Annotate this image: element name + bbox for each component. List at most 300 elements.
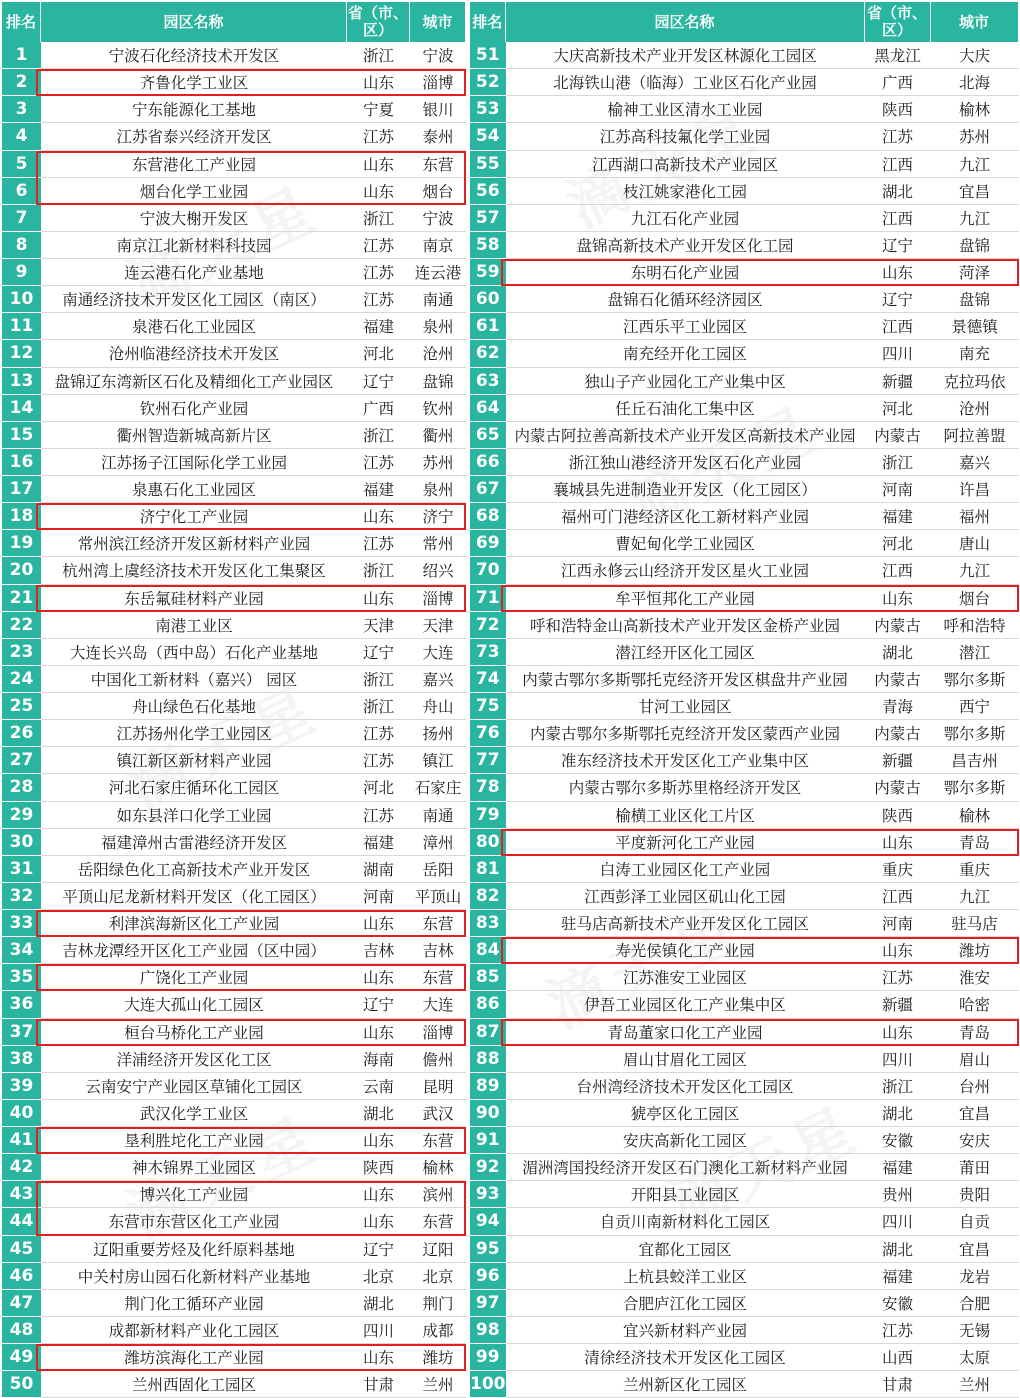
province-cell: 浙江 bbox=[347, 557, 410, 584]
rank-cell: 51 bbox=[470, 42, 506, 69]
table-row bbox=[2, 829, 466, 856]
name-cell: 上杭县蛟洋工业区 bbox=[506, 1263, 865, 1290]
table-row bbox=[2, 802, 466, 829]
city-cell: 儋州 bbox=[410, 1046, 466, 1073]
table-row bbox=[2, 1181, 466, 1208]
province-cell: 陕西 bbox=[865, 96, 931, 123]
province-cell: 山东 bbox=[865, 1019, 931, 1046]
province-cell: 江西 bbox=[865, 313, 931, 340]
city-cell: 贵阳 bbox=[931, 1181, 1019, 1208]
rank-cell: 32 bbox=[2, 883, 41, 910]
name-cell: 东营港化工产业园 bbox=[41, 151, 347, 178]
rank-cell: 55 bbox=[470, 151, 506, 178]
province-cell: 山东 bbox=[347, 1019, 410, 1046]
rank-cell: 54 bbox=[470, 123, 506, 150]
table-row bbox=[470, 340, 1019, 367]
province-cell: 湖北 bbox=[865, 178, 931, 205]
city-cell: 菏泽 bbox=[931, 259, 1019, 286]
rank-cell: 16 bbox=[2, 449, 41, 476]
city-cell: 济宁 bbox=[410, 503, 466, 530]
name-cell: 盘锦辽东湾新区石化及精细化工产业园区 bbox=[41, 368, 347, 395]
table-row bbox=[470, 1100, 1019, 1127]
table-row bbox=[2, 340, 466, 367]
city-cell: 唐山 bbox=[931, 530, 1019, 557]
province-cell: 湖北 bbox=[865, 639, 931, 666]
city-cell: 东营 bbox=[410, 151, 466, 178]
table-row bbox=[2, 720, 466, 747]
province-cell: 江苏 bbox=[347, 530, 410, 557]
name-cell: 平度新河化工产业园 bbox=[506, 829, 865, 856]
table-row bbox=[470, 1019, 1019, 1046]
name-cell: 大连大孤山化工园区 bbox=[41, 991, 347, 1018]
city-cell: 太原 bbox=[931, 1344, 1019, 1371]
city-cell: 镇江 bbox=[410, 747, 466, 774]
city-cell: 泉州 bbox=[410, 476, 466, 503]
city-cell: 东营 bbox=[410, 910, 466, 937]
name-cell: 常州滨江经济开发区新材料产业园 bbox=[41, 530, 347, 557]
rank-cell: 67 bbox=[470, 476, 506, 503]
table-row bbox=[470, 1181, 1019, 1208]
province-cell: 辽宁 bbox=[347, 368, 410, 395]
province-cell: 山东 bbox=[347, 585, 410, 612]
name-cell: 云南安宁产业园区草铺化工园区 bbox=[41, 1073, 347, 1100]
province-cell: 河北 bbox=[347, 340, 410, 367]
table-row bbox=[470, 964, 1019, 991]
province-cell: 浙江 bbox=[347, 42, 410, 69]
province-cell: 山东 bbox=[865, 259, 931, 286]
city-cell: 昆明 bbox=[410, 1073, 466, 1100]
name-cell: 潜江经开区化工园区 bbox=[506, 639, 865, 666]
table-row bbox=[2, 856, 466, 883]
table-row bbox=[470, 259, 1019, 286]
rank-cell: 99 bbox=[470, 1344, 506, 1371]
rank-cell: 92 bbox=[470, 1154, 506, 1181]
rank-cell: 38 bbox=[2, 1046, 41, 1073]
table-row bbox=[470, 802, 1019, 829]
name-cell: 湄洲湾国投经济开发区石门澳化工新材料产业园 bbox=[506, 1154, 865, 1181]
city-cell: 无锡 bbox=[931, 1317, 1019, 1344]
name-cell: 九江石化产业园 bbox=[506, 205, 865, 232]
rank-cell: 13 bbox=[2, 368, 41, 395]
name-cell: 江苏扬州化学工业园区 bbox=[41, 720, 347, 747]
city-cell: 九江 bbox=[931, 557, 1019, 584]
name-cell: 武汉化学工业区 bbox=[41, 1100, 347, 1127]
table-row bbox=[2, 1208, 466, 1235]
table-row bbox=[470, 503, 1019, 530]
province-cell: 河南 bbox=[865, 910, 931, 937]
city-cell: 淮安 bbox=[931, 964, 1019, 991]
name-cell: 内蒙古鄂尔多斯鄂托克经济开发区棋盘井产业园 bbox=[506, 666, 865, 693]
rank-cell: 14 bbox=[2, 395, 41, 422]
province-cell: 山东 bbox=[865, 829, 931, 856]
name-cell: 自贡川南新材料化工园区 bbox=[506, 1208, 865, 1235]
rank-cell: 37 bbox=[2, 1019, 41, 1046]
rank-cell: 65 bbox=[470, 422, 506, 449]
ranking-table-left bbox=[2, 2, 466, 1398]
rank-cell: 8 bbox=[2, 232, 41, 259]
province-cell: 陕西 bbox=[865, 802, 931, 829]
rank-cell: 43 bbox=[2, 1181, 41, 1208]
rank-cell: 21 bbox=[2, 585, 41, 612]
rank-cell: 19 bbox=[2, 530, 41, 557]
province-cell: 江苏 bbox=[347, 232, 410, 259]
header-name: 园区名称 bbox=[41, 2, 347, 42]
name-cell: 呼和浩特金山高新技术产业开发区金桥产业园 bbox=[506, 612, 865, 639]
name-cell: 江苏省泰兴经济开发区 bbox=[41, 123, 347, 150]
rank-cell: 57 bbox=[470, 205, 506, 232]
table-row bbox=[470, 178, 1019, 205]
name-cell: 兰州新区化工园区 bbox=[506, 1371, 865, 1398]
table-row bbox=[470, 639, 1019, 666]
province-cell: 安徽 bbox=[865, 1290, 931, 1317]
name-cell: 衢州智造新城高新片区 bbox=[41, 422, 347, 449]
name-cell: 岳阳绿色化工高新技术产业开发区 bbox=[41, 856, 347, 883]
rank-cell: 11 bbox=[2, 313, 41, 340]
table-row bbox=[2, 232, 466, 259]
table-body-right bbox=[470, 42, 1019, 1398]
name-cell: 江西湖口高新技术产业园区 bbox=[506, 151, 865, 178]
province-cell: 宁夏 bbox=[347, 96, 410, 123]
table-row bbox=[2, 639, 466, 666]
rank-cell: 61 bbox=[470, 313, 506, 340]
name-cell: 驻马店高新技术产业开发区化工园区 bbox=[506, 910, 865, 937]
name-cell: 盘锦石化循环经济园区 bbox=[506, 286, 865, 313]
city-cell: 漳州 bbox=[410, 829, 466, 856]
table-row bbox=[2, 991, 466, 1018]
rank-cell: 45 bbox=[2, 1236, 41, 1263]
city-cell: 苏州 bbox=[410, 449, 466, 476]
name-cell: 泉港石化工业园区 bbox=[41, 313, 347, 340]
province-cell: 湖北 bbox=[347, 1290, 410, 1317]
city-cell: 重庆 bbox=[931, 856, 1019, 883]
table-row bbox=[470, 1154, 1019, 1181]
rank-cell: 64 bbox=[470, 395, 506, 422]
rank-cell: 40 bbox=[2, 1100, 41, 1127]
city-cell: 九江 bbox=[931, 883, 1019, 910]
name-cell: 准东经济技术开发区化工产业集中区 bbox=[506, 747, 865, 774]
city-cell: 鄂尔多斯 bbox=[931, 774, 1019, 801]
city-cell: 东营 bbox=[410, 1208, 466, 1235]
table-row bbox=[470, 720, 1019, 747]
province-cell: 山东 bbox=[347, 910, 410, 937]
rank-cell: 20 bbox=[2, 557, 41, 584]
rank-cell: 52 bbox=[470, 69, 506, 96]
table-row bbox=[470, 856, 1019, 883]
table-row bbox=[470, 612, 1019, 639]
rank-cell: 23 bbox=[2, 639, 41, 666]
rank-cell: 75 bbox=[470, 693, 506, 720]
rank-cell: 39 bbox=[2, 1073, 41, 1100]
city-cell: 眉山 bbox=[931, 1046, 1019, 1073]
province-cell: 陕西 bbox=[347, 1154, 410, 1181]
rank-cell: 36 bbox=[2, 991, 41, 1018]
name-cell: 兰州西固化工园区 bbox=[41, 1371, 347, 1398]
table-row bbox=[2, 774, 466, 801]
province-cell: 浙江 bbox=[347, 693, 410, 720]
header-rank: 排名 bbox=[2, 2, 41, 42]
table-row bbox=[470, 937, 1019, 964]
city-cell: 自贡 bbox=[931, 1208, 1019, 1235]
city-cell: 安庆 bbox=[931, 1127, 1019, 1154]
province-cell: 山东 bbox=[347, 1127, 410, 1154]
city-cell: 扬州 bbox=[410, 720, 466, 747]
name-cell: 寿光侯镇化工产业园 bbox=[506, 937, 865, 964]
table-row bbox=[470, 1073, 1019, 1100]
rank-cell: 17 bbox=[2, 476, 41, 503]
province-cell: 江苏 bbox=[347, 286, 410, 313]
table-row bbox=[470, 1236, 1019, 1263]
table-row bbox=[470, 693, 1019, 720]
city-cell: 宜昌 bbox=[931, 1236, 1019, 1263]
city-cell: 烟台 bbox=[931, 585, 1019, 612]
province-cell: 福建 bbox=[865, 1263, 931, 1290]
rank-cell: 73 bbox=[470, 639, 506, 666]
rank-cell: 27 bbox=[2, 747, 41, 774]
city-cell: 青岛 bbox=[931, 1019, 1019, 1046]
name-cell: 东岳氟硅材料产业园 bbox=[41, 585, 347, 612]
table-header bbox=[2, 2, 466, 42]
province-cell: 山东 bbox=[347, 1181, 410, 1208]
table-row bbox=[2, 883, 466, 910]
table-row bbox=[470, 883, 1019, 910]
city-cell: 鄂尔多斯 bbox=[931, 666, 1019, 693]
city-cell: 青岛 bbox=[931, 829, 1019, 856]
table-row bbox=[2, 910, 466, 937]
city-cell: 潍坊 bbox=[410, 1344, 466, 1371]
name-cell: 甘河工业园区 bbox=[506, 693, 865, 720]
city-cell: 九江 bbox=[931, 205, 1019, 232]
table-row bbox=[2, 96, 466, 123]
name-cell: 内蒙古鄂尔多斯鄂托克经济开发区蒙西产业园 bbox=[506, 720, 865, 747]
rank-cell: 9 bbox=[2, 259, 41, 286]
name-cell: 中国化工新材料（嘉兴） 园区 bbox=[41, 666, 347, 693]
rank-cell: 89 bbox=[470, 1073, 506, 1100]
name-cell: 伊吾工业园区化工产业集中区 bbox=[506, 991, 865, 1018]
province-cell: 湖北 bbox=[865, 1236, 931, 1263]
name-cell: 宜都化工园区 bbox=[506, 1236, 865, 1263]
city-cell: 许昌 bbox=[931, 476, 1019, 503]
name-cell: 利津滨海新区化工产业园 bbox=[41, 910, 347, 937]
name-cell: 镇江新区新材料产业园 bbox=[41, 747, 347, 774]
city-cell: 成都 bbox=[410, 1317, 466, 1344]
rank-cell: 60 bbox=[470, 286, 506, 313]
province-cell: 新疆 bbox=[865, 991, 931, 1018]
rank-cell: 18 bbox=[2, 503, 41, 530]
table-row bbox=[470, 69, 1019, 96]
table-row bbox=[2, 123, 466, 150]
rank-cell: 71 bbox=[470, 585, 506, 612]
province-cell: 山东 bbox=[347, 151, 410, 178]
name-cell: 大庆高新技术产业开发区林源化工园区 bbox=[506, 42, 865, 69]
name-cell: 内蒙古阿拉善高新技术产业开发区高新技术产业园 bbox=[506, 422, 865, 449]
city-cell: 盘锦 bbox=[931, 232, 1019, 259]
province-cell: 湖南 bbox=[347, 856, 410, 883]
table-row bbox=[470, 1127, 1019, 1154]
province-cell: 重庆 bbox=[865, 856, 931, 883]
city-cell: 大连 bbox=[410, 991, 466, 1018]
name-cell: 南港工业区 bbox=[41, 612, 347, 639]
table-row bbox=[2, 368, 466, 395]
province-cell: 四川 bbox=[347, 1317, 410, 1344]
rank-cell: 47 bbox=[2, 1290, 41, 1317]
name-cell: 江西永修云山经济开发区星火工业园 bbox=[506, 557, 865, 584]
city-cell: 泰州 bbox=[410, 123, 466, 150]
province-cell: 山东 bbox=[347, 69, 410, 96]
rank-cell: 87 bbox=[470, 1019, 506, 1046]
city-cell: 舟山 bbox=[410, 693, 466, 720]
table-row bbox=[470, 1371, 1019, 1398]
province-cell: 江西 bbox=[865, 557, 931, 584]
city-cell: 天津 bbox=[410, 612, 466, 639]
province-cell: 湖北 bbox=[865, 1100, 931, 1127]
city-cell: 西宁 bbox=[931, 693, 1019, 720]
table-row bbox=[470, 368, 1019, 395]
table-row bbox=[2, 1371, 466, 1398]
header-city: 城市 bbox=[931, 2, 1019, 42]
name-cell: 如东县洋口化学工业园 bbox=[41, 802, 347, 829]
province-cell: 广西 bbox=[347, 395, 410, 422]
rank-cell: 94 bbox=[470, 1208, 506, 1235]
name-cell: 杭州湾上虞经济技术开发区化工集聚区 bbox=[41, 557, 347, 584]
rank-cell: 62 bbox=[470, 340, 506, 367]
name-cell: 青岛董家口化工产业园 bbox=[506, 1019, 865, 1046]
province-cell: 江苏 bbox=[347, 720, 410, 747]
rank-cell: 76 bbox=[470, 720, 506, 747]
table-row bbox=[2, 585, 466, 612]
table-row bbox=[2, 151, 466, 178]
table-row bbox=[2, 1127, 466, 1154]
city-cell: 南京 bbox=[410, 232, 466, 259]
table-row bbox=[470, 1344, 1019, 1371]
name-cell: 潍坊滨海化工产业园 bbox=[41, 1344, 347, 1371]
table-row bbox=[470, 1317, 1019, 1344]
table-row bbox=[2, 69, 466, 96]
city-cell: 武汉 bbox=[410, 1100, 466, 1127]
province-cell: 四川 bbox=[865, 1046, 931, 1073]
city-cell: 驻马店 bbox=[931, 910, 1019, 937]
name-cell: 江苏高科技氟化学工业园 bbox=[506, 123, 865, 150]
rank-cell: 96 bbox=[470, 1263, 506, 1290]
table-row bbox=[2, 1236, 466, 1263]
name-cell: 辽阳重要芳烃及化纤原料基地 bbox=[41, 1236, 347, 1263]
province-cell: 福建 bbox=[865, 1154, 931, 1181]
table-row bbox=[470, 1046, 1019, 1073]
name-cell: 襄城县先进制造业开发区（化工园区） bbox=[506, 476, 865, 503]
province-cell: 江西 bbox=[865, 151, 931, 178]
table-row bbox=[2, 42, 466, 69]
rank-cell: 6 bbox=[2, 178, 41, 205]
province-cell: 福建 bbox=[347, 829, 410, 856]
city-cell: 泉州 bbox=[410, 313, 466, 340]
rank-cell: 93 bbox=[470, 1181, 506, 1208]
name-cell: 曹妃甸化学工业园区 bbox=[506, 530, 865, 557]
table-row bbox=[470, 449, 1019, 476]
city-cell: 钦州 bbox=[410, 395, 466, 422]
city-cell: 吉林 bbox=[410, 937, 466, 964]
city-cell: 石家庄 bbox=[410, 774, 466, 801]
name-cell: 烟台化学工业园 bbox=[41, 178, 347, 205]
name-cell: 博兴化工产业园 bbox=[41, 1181, 347, 1208]
rank-cell: 68 bbox=[470, 503, 506, 530]
name-cell: 榆神工业区清水工业园 bbox=[506, 96, 865, 123]
table-row bbox=[470, 123, 1019, 150]
city-cell: 北京 bbox=[410, 1263, 466, 1290]
province-cell: 江苏 bbox=[347, 123, 410, 150]
name-cell: 舟山绿色石化基地 bbox=[41, 693, 347, 720]
province-cell: 河南 bbox=[865, 476, 931, 503]
table-row bbox=[470, 476, 1019, 503]
province-cell: 湖北 bbox=[347, 1100, 410, 1127]
province-cell: 江苏 bbox=[347, 259, 410, 286]
header-rank: 排名 bbox=[470, 2, 506, 42]
city-cell: 台州 bbox=[931, 1073, 1019, 1100]
rank-cell: 49 bbox=[2, 1344, 41, 1371]
name-cell: 任丘石油化工集中区 bbox=[506, 395, 865, 422]
city-cell: 盘锦 bbox=[410, 368, 466, 395]
table-row bbox=[470, 151, 1019, 178]
province-cell: 辽宁 bbox=[347, 639, 410, 666]
city-cell: 兰州 bbox=[931, 1371, 1019, 1398]
table-row bbox=[2, 286, 466, 313]
table-header bbox=[470, 2, 1019, 42]
province-cell: 山东 bbox=[347, 964, 410, 991]
province-cell: 辽宁 bbox=[865, 232, 931, 259]
name-cell: 浙江独山港经济开发区石化产业园 bbox=[506, 449, 865, 476]
rank-cell: 29 bbox=[2, 802, 41, 829]
name-cell: 安庆高新化工园区 bbox=[506, 1127, 865, 1154]
name-cell: 济宁化工产业园 bbox=[41, 503, 347, 530]
province-cell: 安徽 bbox=[865, 1127, 931, 1154]
name-cell: 江西彭泽工业园区矶山化工园 bbox=[506, 883, 865, 910]
province-cell: 内蒙古 bbox=[865, 720, 931, 747]
name-cell: 江苏扬子江国际化学工业园 bbox=[41, 449, 347, 476]
province-cell: 山东 bbox=[347, 178, 410, 205]
table-row bbox=[2, 612, 466, 639]
province-cell: 青海 bbox=[865, 693, 931, 720]
name-cell: 荆门化工循环产业园 bbox=[41, 1290, 347, 1317]
province-cell: 福建 bbox=[347, 313, 410, 340]
table-row bbox=[2, 476, 466, 503]
name-cell: 泉惠石化工业园区 bbox=[41, 476, 347, 503]
city-cell: 大庆 bbox=[931, 42, 1019, 69]
rank-cell: 70 bbox=[470, 557, 506, 584]
rank-cell: 72 bbox=[470, 612, 506, 639]
name-cell: 河北石家庄循环化工园区 bbox=[41, 774, 347, 801]
rank-cell: 4 bbox=[2, 123, 41, 150]
province-cell: 江苏 bbox=[347, 802, 410, 829]
province-cell: 山东 bbox=[347, 1208, 410, 1235]
name-cell: 开阳县工业园区 bbox=[506, 1181, 865, 1208]
city-cell: 荆门 bbox=[410, 1290, 466, 1317]
city-cell: 淄博 bbox=[410, 1019, 466, 1046]
province-cell: 广西 bbox=[865, 69, 931, 96]
rank-cell: 82 bbox=[470, 883, 506, 910]
name-cell: 白涛工业园区化工产业园 bbox=[506, 856, 865, 883]
name-cell: 南充经开化工园区 bbox=[506, 340, 865, 367]
rank-cell: 5 bbox=[2, 151, 41, 178]
table-row bbox=[470, 1208, 1019, 1235]
name-cell: 宁东能源化工基地 bbox=[41, 96, 347, 123]
table-row bbox=[2, 449, 466, 476]
rank-cell: 22 bbox=[2, 612, 41, 639]
rank-cell: 77 bbox=[470, 747, 506, 774]
table-row bbox=[2, 1019, 466, 1046]
province-cell: 山东 bbox=[347, 503, 410, 530]
city-cell: 连云港 bbox=[410, 259, 466, 286]
table-row bbox=[2, 503, 466, 530]
province-cell: 内蒙古 bbox=[865, 774, 931, 801]
name-cell: 眉山甘眉化工园区 bbox=[506, 1046, 865, 1073]
